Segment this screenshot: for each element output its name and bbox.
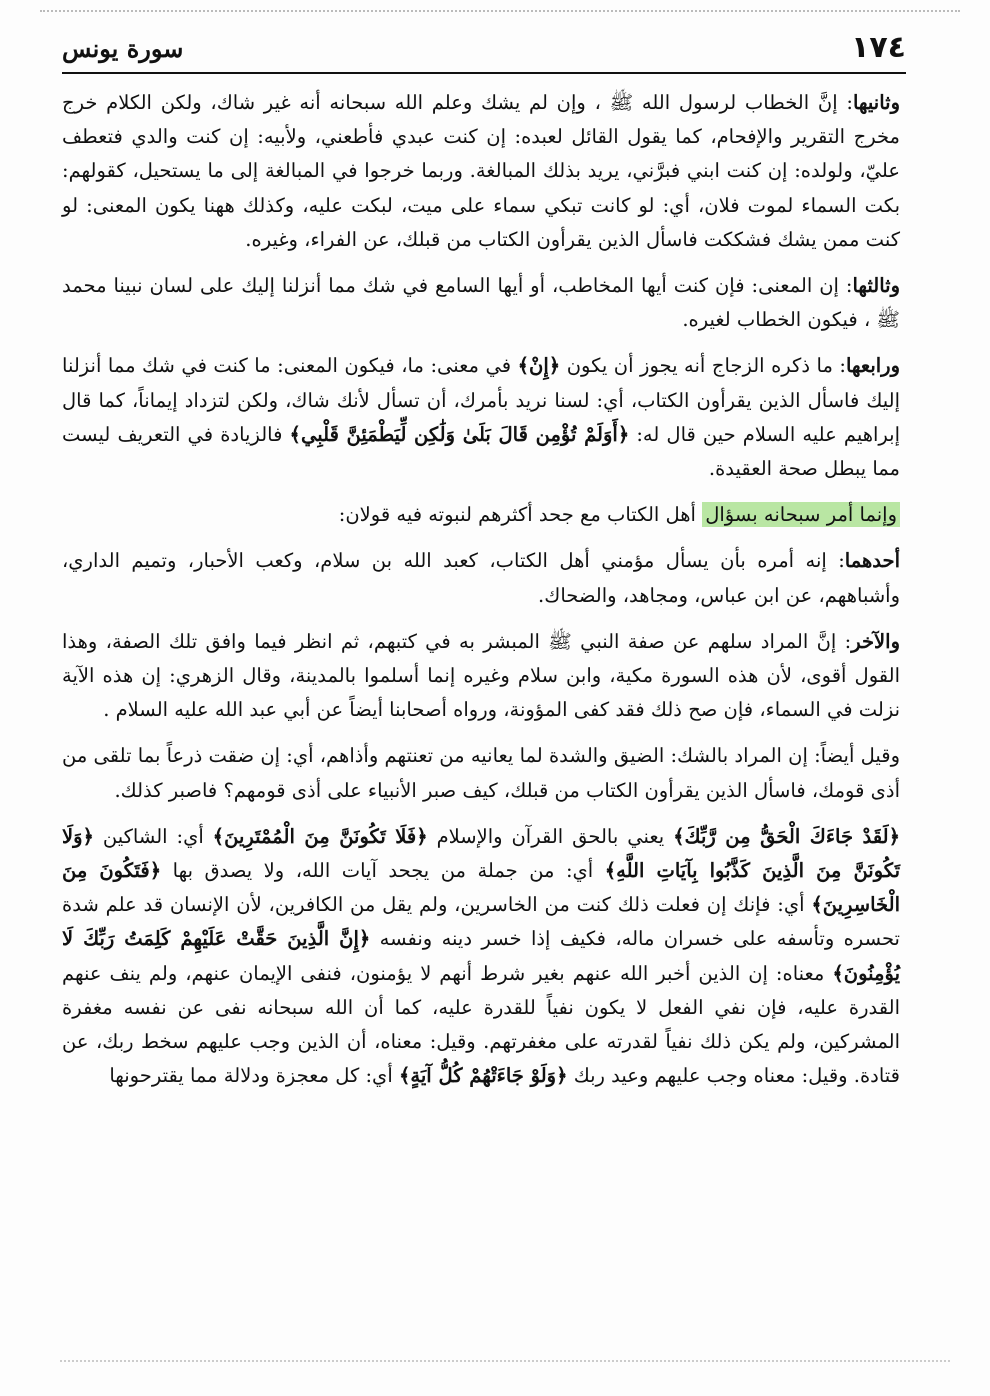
page-body bbox=[62, 86, 900, 1105]
paragraph-second bbox=[62, 86, 900, 257]
paragraph-lead: أحدهما bbox=[844, 549, 900, 573]
paragraph-text: : إنَّ المراد سلهم عن صفة النبي ﷺ المبشر به في كتبهم، ثم انظر فيما وافق تلك الصفة، وهذا القول أقوى، لأن هذه السورة مكية، وابن سلام وغيره إنما أسلموا بالمدينة، وقال الزهري: إن هذه الآية نزلت في السماء، فإن صح ذلك فقد كفى المؤونة، ورواه أصحابنا أيضاً عن أبي عبد الله عليه السلام . bbox=[62, 629, 900, 722]
paragraph-fourth bbox=[62, 349, 900, 486]
paragraph-lead: وثالثها bbox=[852, 274, 900, 298]
quran-verse: ﴿أَوَلَمْ تُؤْمِن قَالَ بَلَىٰ وَلَٰكِن لِّيَطْمَئِنَّ قَلْبِي﴾ bbox=[289, 422, 630, 446]
paragraph-text: أي: من جملة من يجحد آيات الله، ولا يصدق بها bbox=[161, 859, 605, 883]
paragraph-text: : ما ذكره الزجاج أنه يجوز أن يكون bbox=[560, 354, 846, 378]
paragraph-text: يعني بالحق القرآن والإسلام bbox=[427, 824, 674, 848]
surah-title: سورة يونس bbox=[62, 34, 184, 63]
scan-edge-top bbox=[40, 10, 960, 20]
paragraph-third bbox=[62, 269, 900, 337]
quran-verse: ﴿فَلَا تَكُونَنَّ مِنَ الْمُمْتَرِينَ﴾ bbox=[212, 824, 428, 848]
paragraph-text: في معنى: ما، فيكون المعنى: ما كنت في شك مما أنزلنا إليك فاسأل الذين يقرأون الكتاب، أي: لسنا نريد بأمرك، أن تسأل لأنك شاك، ولكن لتزداد إيماناً، كما قال إبراهيم عليه السلام حين قال له: bbox=[62, 354, 901, 446]
quran-verse: ﴿لَقَدْ جَاءَكَ الْحَقُّ مِن رَّبِّكَ﴾ bbox=[673, 824, 900, 848]
paragraph-text: أي: الشاكين bbox=[93, 824, 213, 848]
paragraph-also-said bbox=[62, 739, 900, 807]
paragraph-verses bbox=[62, 820, 900, 1094]
paragraph-text: : إن المعنى: فإن كنت أيها المخاطب، أو أيها السامع في شك مما أنزلنا إليك على لسان نبينا محمد ﷺ ، فيكون الخطاب لغيره. bbox=[62, 274, 900, 332]
page-header bbox=[62, 28, 906, 74]
paragraph-text: : إنه أمره بأن يسأل مؤمني أهل الكتاب، كعبد الله بن سلام، وكعب الأحبار، وتميم الداري، وأشباههم، عن ابن عباس، ومجاهد، والضحاك. bbox=[62, 549, 900, 607]
paragraph-text: معناه: إن الذين أخبر الله عنهم بغير شرط أنهم لا يؤمنون، فنفى الإيمان عنهم، ولم ينف عنهم القدرة عليه، فإن نفي الفعل لا يكون نفياً للقدرة عليه، كما أن الله سبحانه نفى عن نفسه مغفرة المشركين، ولم يكن ذلك نفياً لقدرته على مغفرتهم. وقيل: معناه، أن الذين وجب عليهم سخط ربك، عن قتادة. وقيل: معناه وجب عليهم وعيد ربك bbox=[62, 961, 900, 1088]
highlighted-text: وإنما أمر سبحانه بسؤال bbox=[702, 502, 900, 527]
paragraph-text: أي: فإنك إن فعلت ذلك كنت من الخاسرين، ولم يقل من الكافرين، لأن الإنسان قد علم شدة تحسره وتأسفه على خسران ماله، فكيف إذا خسر دينه ونفسه bbox=[62, 893, 900, 951]
paragraph-lead: ورابعها bbox=[845, 354, 900, 378]
quran-verse: ﴿فَتَكُونَ مِنَ الْخَاسِرِينَ﴾ bbox=[62, 859, 900, 917]
paragraph-text: : إنَّ الخطاب لرسول الله ﷺ ، وإن لم يشك وعلم الله سبحانه أنه غير شاك، ولكن الكلام خرج مخرج التقرير والإفحام، كما يقول القائل لعبده: إن كنت عبدي فأطعني، ولأبيه: إن كنت والدي فتعطف عليّ، ولولده: إن كنت ابني فبرَّني، يريد بذلك المبالغة. وربما خرجوا في المبالغة إلى ما يستحيل، كقولهم: بكت السماء لموت فلان، أي: لو كانت تبكي سماء على ميت، لبكت عليه، وكذلك ههنا يكون المعنى: لو كنت ممن يشك فشككت فاسأل الذين يقرأون الكتاب من قبلك، عن الفراء، وغيره. bbox=[62, 91, 900, 251]
paragraph-lead: والآخر bbox=[851, 629, 900, 653]
paragraph-second-opinion bbox=[62, 625, 900, 728]
paragraph-text: فالزيادة في التعريف ليست مما يبطل صحة العقيدة. bbox=[62, 422, 900, 481]
paragraph-question bbox=[62, 498, 900, 532]
paragraph-text: أي: كل معجزة ودلالة مما يقترحونها bbox=[109, 1064, 399, 1088]
paragraph-text: أهل الكتاب مع جحد أكثرهم لنبوته فيه قولان: bbox=[338, 503, 703, 527]
page-number: ١٧٤ bbox=[851, 30, 906, 65]
quran-verse: ﴿وَلَوْ جَاءَتْهُمْ كُلُّ آيَةٍ﴾ bbox=[398, 1064, 568, 1088]
scan-edge-bottom bbox=[60, 1360, 950, 1372]
paragraph-lead: وثانيها bbox=[852, 91, 900, 114]
quran-verse: ﴿وَلَا تَكُونَنَّ مِنَ الَّذِينَ كَذَّبُوا بِآيَاتِ اللَّهِ﴾ bbox=[62, 824, 900, 883]
paragraph-first-opinion bbox=[62, 544, 900, 612]
paragraph-text: وقيل أيضاً: إن المراد بالشك: الضيق والشدة لما يعانيه من تعنتهم وأذاهم، أي: إن ضقت ذرعاً بما تلقى من أذى قومك، فاسأل الذين يقرأون الكتاب من قبلك، كيف صبر الأنبياء على أذى قومهم؟ فاصبر كذلك. bbox=[62, 744, 900, 802]
quran-verse: ﴿إِنْ﴾ bbox=[517, 354, 561, 378]
quran-verse: ﴿إِنَّ الَّذِينَ حَقَّتْ عَلَيْهِمْ كَلِمَتُ رَبِّكَ لَا يُؤْمِنُونَ﴾ bbox=[62, 927, 900, 985]
